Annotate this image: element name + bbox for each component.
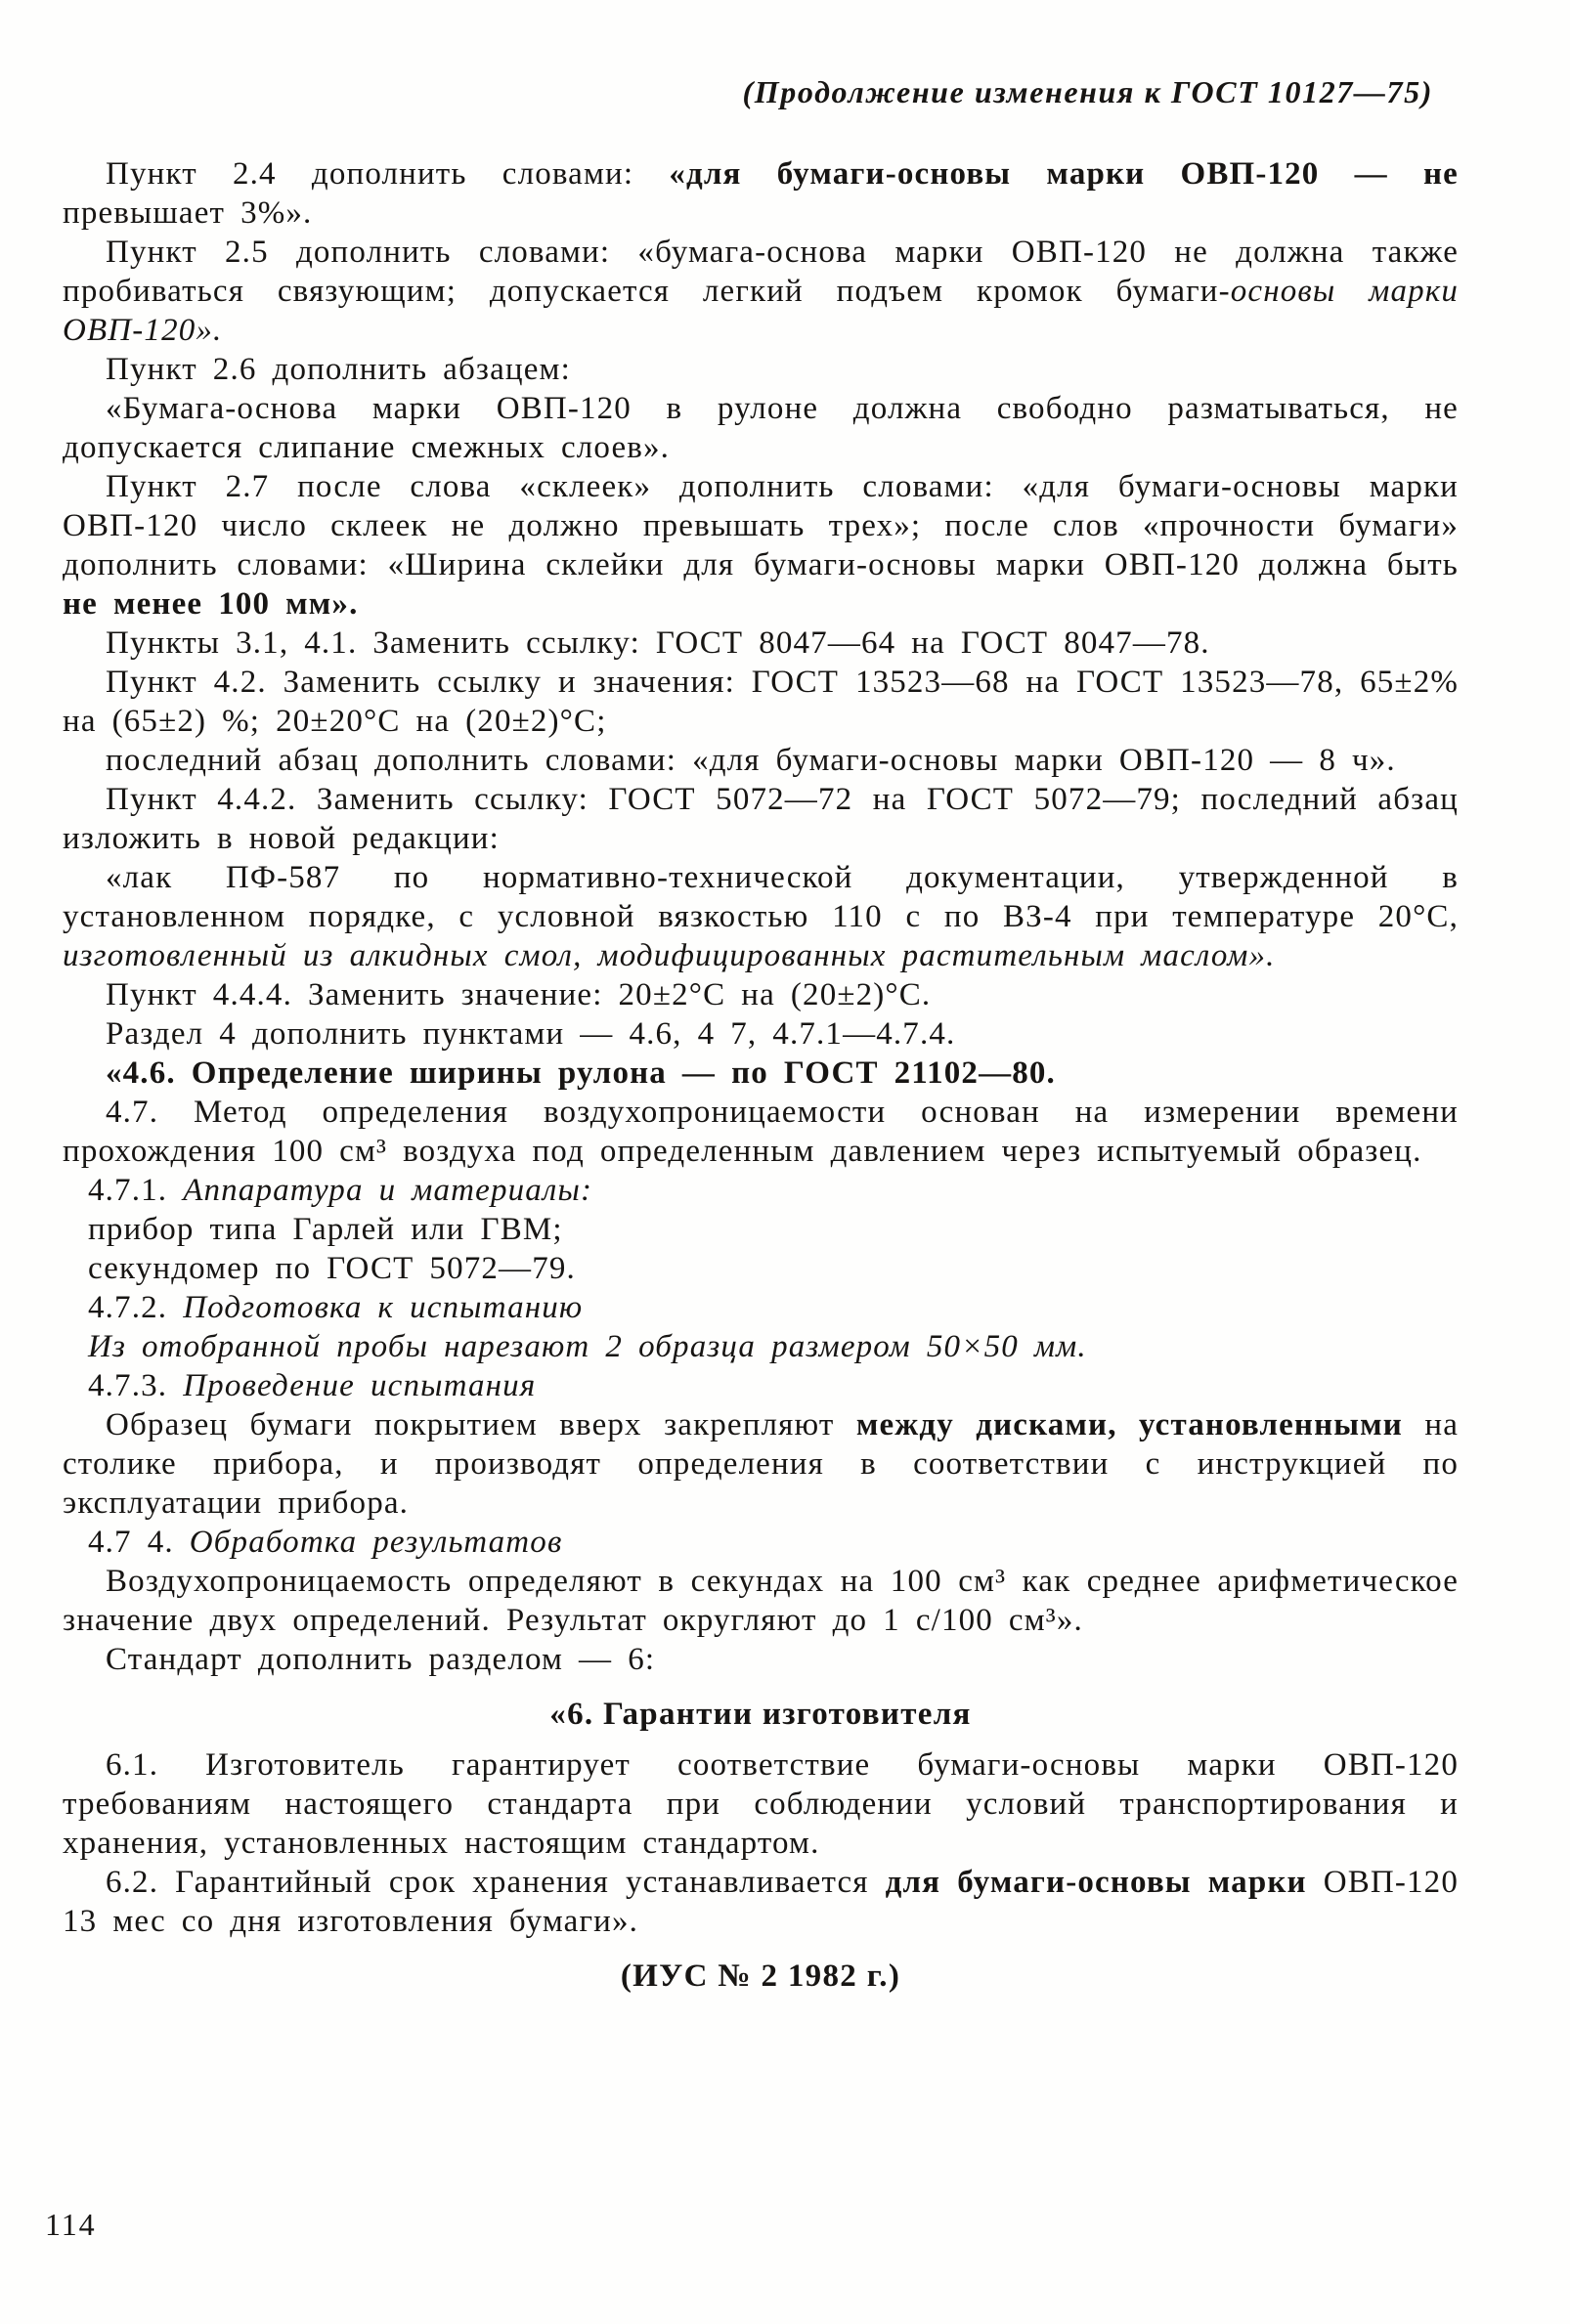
paragraph: 6.1. Изготовитель гарантирует соответствие бумаги-основы марки ОВП-120 требованиям настоящего стандарта при соблюдении условий транспортирования и хранения, установленных настоящим стандартом. (63, 1747, 1459, 1861)
paragraph: последний абзац дополнить словами: «для бумаги-основы марки ОВП-120 — 8 ч». (106, 743, 1396, 778)
section-heading: «6. Гарантии изготовителя (549, 1697, 972, 1732)
ius-note: (ИУС № 2 1982 г.) (620, 1958, 901, 1994)
text-run: не менее 100 мм». (63, 586, 359, 622)
text-run: «лак ПФ-587 по нормативно-технической документации, утвержденной в установленном порядке, с условной вязкостью 110 с по ВЗ-4 при температуре 20°С, (63, 860, 1459, 934)
text-run: Подготовка к испытанию (183, 1290, 584, 1325)
text-run: 6.2. Гарантийный срок хранения устанавливается (106, 1865, 886, 1900)
paragraph: «4.6. Определение ширины рулона — по ГОСТ 21102—80. (106, 1055, 1056, 1091)
text-run: Пункт 2.5 дополнить словами: «бумага-основа марки ОВП-120 не должна также пробиваться связующим; допускается легкий подъем кромок бумаги- (63, 235, 1459, 309)
paragraph: Пункты 3.1, 4.1. Заменить ссылку: ГОСТ 8047—64 на ГОСТ 8047—78. (106, 625, 1210, 661)
paragraph: Пункт 2.6 дополнить абзацем: (106, 352, 571, 387)
text-run: для бумаги-основы марки (885, 1865, 1307, 1900)
paragraph (63, 1171, 1459, 1210)
text-run: 4.7.3. (88, 1368, 184, 1403)
text-run: Пункт 2.7 после слова «склеек» дополнить словами: «для бумаги-основы марки ОВП-120 число склеек не должно превышать трех»; после слов «прочности бумаги» дополнить словами: «Ширина склейки для бумаги-основы марки ОВП-120 должна быть (63, 469, 1459, 582)
text-run: на столике прибора, и производят определения в соответствии с инструкцией по эксплуатации прибора. (63, 1407, 1460, 1521)
text-run: Пункт 2.4 дополнить словами: (106, 156, 670, 192)
paragraph (63, 1288, 1459, 1327)
text-run: превышает 3%». (63, 195, 313, 231)
text-run: 4.7 4. (88, 1525, 190, 1560)
text-run: Обработка результатов (189, 1525, 563, 1560)
text-run: 4.7.2. (88, 1290, 184, 1325)
paragraph: Раздел 4 дополнить пунктами — 4.6, 4 7, 4.7.1—4.7.4. (106, 1016, 956, 1052)
paragraph (63, 233, 1459, 350)
page-number: 114 (45, 2207, 97, 2242)
text-run: основы марки ОВП-120». (63, 274, 1459, 348)
paragraph: «Бумага-основа марки ОВП-120 в рулоне должна свободно разматываться, не допускается слипание смежных слоев». (63, 391, 1459, 465)
paragraph: Пункт 4.2. Заменить ссылку и значения: ГОСТ 13523—68 на ГОСТ 13523—78, 65±2% на (65±2) %; 20±20°С на (20±2)°С; (63, 665, 1459, 739)
paragraph (63, 1366, 1459, 1405)
text-run: между дисками, установленными (855, 1407, 1403, 1442)
text-run: 4.7.1. (88, 1173, 184, 1208)
paragraph: Из отобранной пробы нарезают 2 образца размером 50×50 мм. (88, 1329, 1087, 1364)
paragraph: Воздухопроницаемость определяют в секундах на 100 см³ как среднее арифметическое значение двух определений. Результат округляют до 1 с/100 см³». (63, 1564, 1459, 1638)
paragraph: Пункт 4.4.4. Заменить значение: 20±2°С на (20±2)°С. (106, 977, 932, 1012)
continuation-header: (Продолжение изменения к ГОСТ 10127—75) (742, 74, 1433, 109)
paragraph: Пункт 4.4.2. Заменить ссылку: ГОСТ 5072—72 на ГОСТ 5072—79; последний абзац изложить в новой редакции: (63, 782, 1459, 856)
paragraph (63, 1863, 1459, 1941)
text-block (63, 72, 1459, 1996)
paragraph (63, 1405, 1459, 1523)
text-run: «для бумаги-основы марки ОВП-120 — не (669, 156, 1459, 192)
paragraph (63, 467, 1459, 624)
text-run: ОВП-120 13 мес со дня изготовления бумаги». (63, 1865, 1459, 1939)
paragraph (63, 858, 1459, 975)
paragraph: Стандарт дополнить разделом — 6: (106, 1642, 656, 1677)
paragraph: секундомер по ГОСТ 5072—79. (88, 1251, 576, 1286)
text-run: Проведение испытания (183, 1368, 537, 1403)
paragraph: прибор типа Гарлей или ГВМ; (88, 1212, 563, 1247)
paragraph: 4.7. Метод определения воздухопроницаемости основан на измерении времени прохождения 100 см³ воздуха под определенным давлением через испытуемый образец. (63, 1095, 1459, 1169)
paragraph (63, 1523, 1459, 1562)
text-run: Аппаратура и материалы: (183, 1173, 593, 1208)
text-run: Образец бумаги покрытием вверх закрепляют (106, 1407, 856, 1442)
text-run: изготовленный из алкидных смол, модифицированных растительным маслом». (63, 938, 1276, 973)
paragraph (63, 154, 1459, 233)
